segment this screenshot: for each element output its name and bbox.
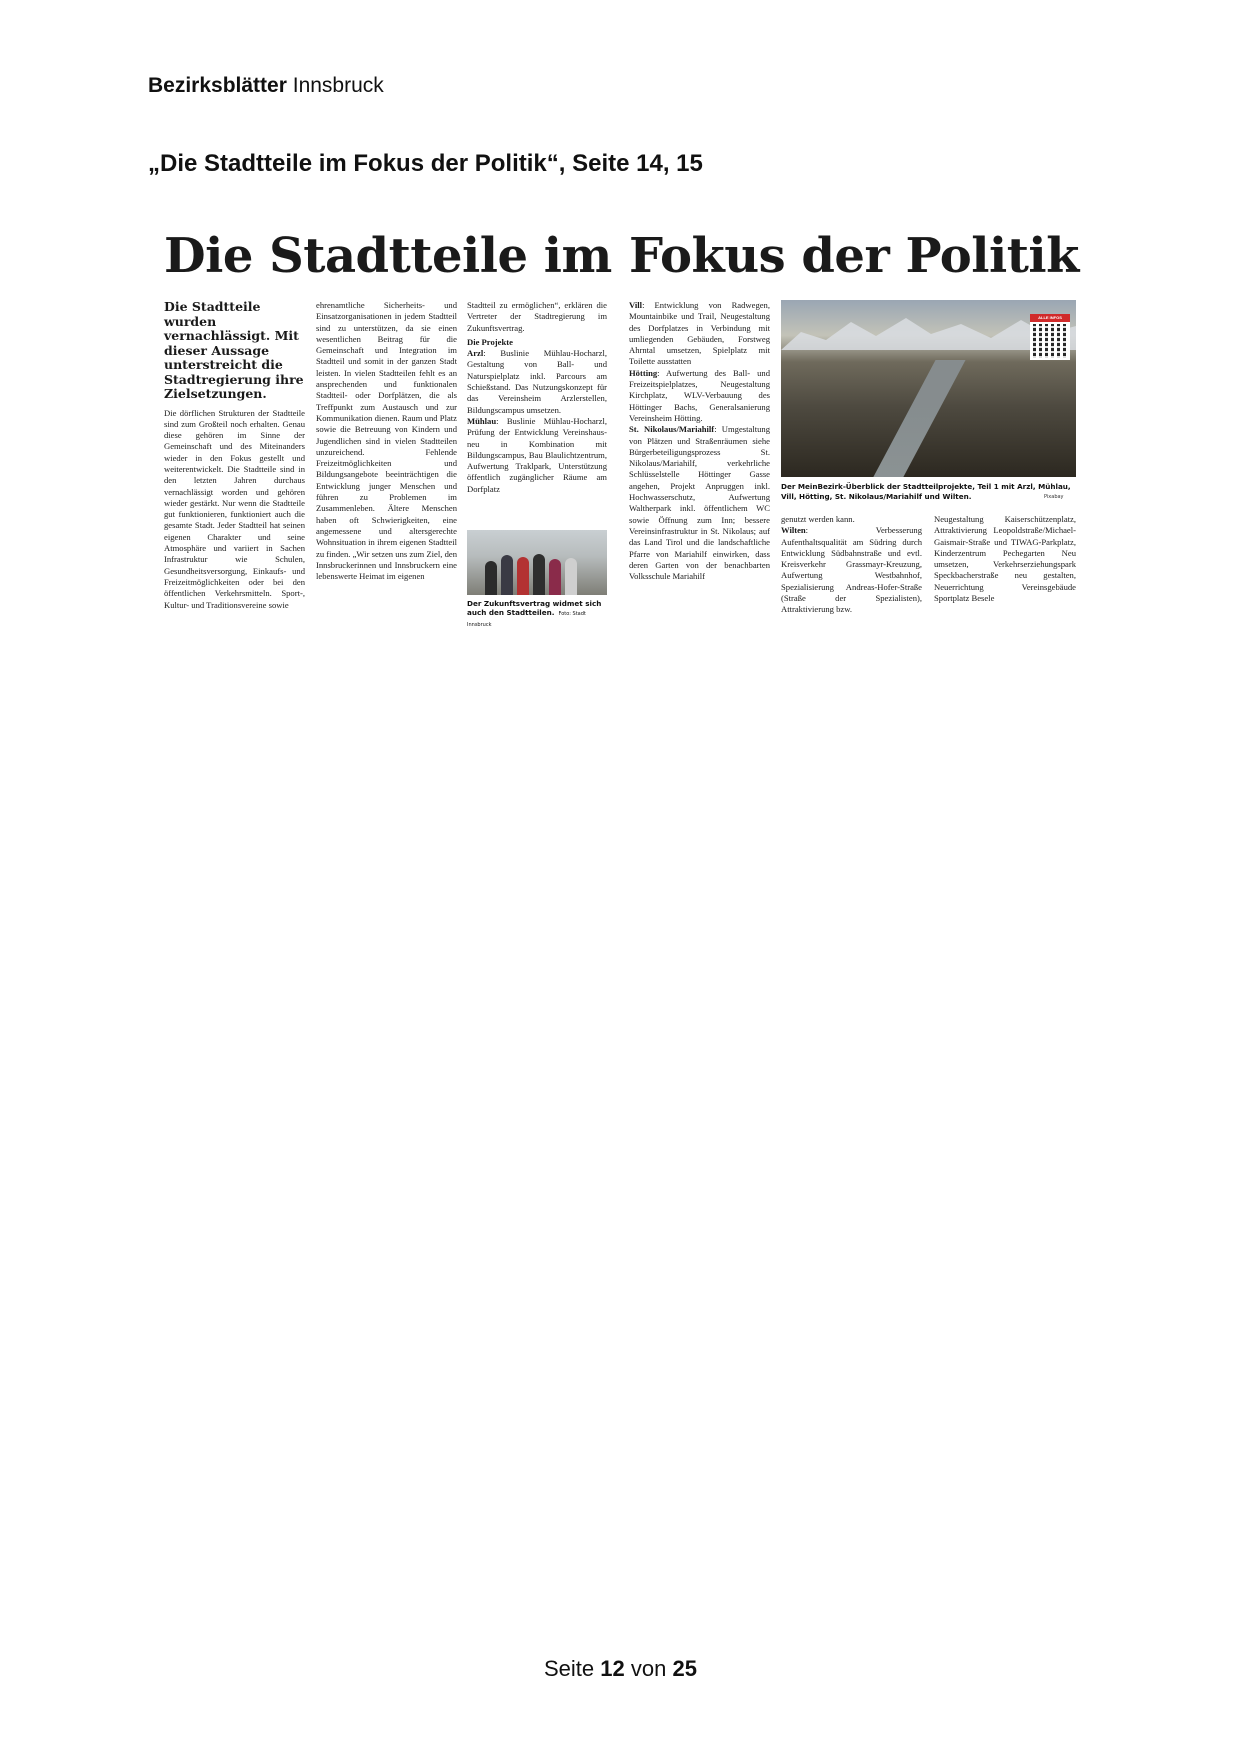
projects-subhead: Die Projekte (467, 336, 513, 347)
column-5-cont: genutzt werden kann. (781, 514, 855, 524)
article-reference: „Die Stadtteile im Fokus der Politik“, Seite 14, 15 (148, 150, 703, 177)
column-1 (164, 300, 305, 611)
muehlau-label: Mühlau (467, 415, 497, 426)
small-photo-credit: Foto: Stadt Innsbruck (467, 611, 586, 628)
vill-text: : Entwicklung von Radwegen, Mountainbike und Trail, Neugestaltung des Dorfplatzes in Verbindung mit umliegenden Gebäuden, Forstweg Ahrntal umsetzen, Spielplatz mit Toilette ausstatten (629, 300, 770, 367)
column-6 (934, 514, 1076, 604)
footer-prefix: Seite (544, 1656, 595, 1681)
column-6-body: Neugestaltung Kaiserschützenplatz, Attraktivierung Leopoldstraße/Michael-Gaismair-Straße und TIWAG-Parkplatz, Kinderzentrum Pechegarten Neu umsetzen, Verkehrserziehungspark Speckbacherstraße neu gestalten, Neuerrichtung Vereinsgebäude Sportplatz Besele (934, 514, 1076, 604)
column-4 (629, 300, 770, 582)
big-photo-credit: Pixabay (1044, 494, 1064, 500)
nikolaus-text: : Umgestaltung von Plätzen und Straßenräumen siehe Bürgerbeteiligungsprozess St. Nikolaus/Mariahilf, verkehrliche Schlüsselstelle Höttinger Gasse angehen, Projekt Anpruggen inkl. Hochwasserschutz, Aufwertung Waltherpark inkl. öffentlichem WC sowie Öffnung zum Inn; bessere Vereinsinfrastruktur in St. Nikolaus; auf das Land Tirol und die landschaftliche Pfarre von Mariahilf einwirken, dass deren Garten von der benachbarten Volksschule Mariahilf (629, 424, 770, 582)
column-1-body: Die dörflichen Strukturen der Stadtteile sind zum Großteil noch erhalten. Genau diese gehören im Sinne der Gemeinschaft und des Miteinanders wieder in den Fokus gestellt und weiterentwickelt. Die Stadtteile sind in den letzten Jahren durchaus vernachlässigt worden und gehören wieder gestärkt. Nur wenn die Stadtteile gut funktionieren, funktioniert auch die gesamte Stadt. Jeder Stadtteil hat seinen eigenen Charakter und seine Atmosphäre und variiert in Sachen Infrastruktur wie Schulen, Gesundheitsversorgung, Einkaufs- und Freizeitmöglichkeiten oder bei den öffentlichen Verkehrsmitteln. Sport-, Kultur- und Traditionsvereine sowie (164, 407, 305, 610)
wilten-label: Wilten (781, 525, 806, 536)
headline-right: Fokus der Politik (629, 228, 1079, 284)
project-wilten (781, 525, 922, 615)
arzl-label: Arzl (467, 348, 484, 359)
hoetting-label: Hötting (629, 367, 658, 378)
river-graphic (866, 360, 965, 477)
publication-header (148, 74, 384, 98)
column-2-body: ehrenamtliche Sicherheits- und Einsatzorganisationen in jedem Stadtteil sind zu unterstützen, da sie einen wesentlichen Beitrag für die Gemeinschaft und Integration im Stadtteil und somit in der ganzen Stadt leisten. In vielen Stadtteilen fehlt es an ansprechenden und funktionalen Stadtteil- oder Dorfplätzen, die als Treffpunkt zum Austausch und zur Kommunikation dienen. Raum und Platz sowie die Betreuung von Kindern und Jugendlichen sind in vielen Stadtteilen unzureichend. Fehlende Freizeitmöglichkeiten und Bildungsangebote beeinträchtigen die Entwicklung junger Menschen und führen zu Problemen im Zusammenleben. Ältere Menschen haben oft Schwierigkeiten, eine angemessene und altersgerechte Wohnsituation in ihrem eigenen Stadtteil zu finden. „Wir setzen uns zum Ziel, den Innsbruckerinnen und Innsbruckern eine lebenswerte Heimat im eigenen (316, 300, 457, 582)
footer-middle: von (630, 1656, 667, 1681)
project-hoetting (629, 368, 770, 424)
project-nikolaus (629, 424, 770, 582)
publication-region: Innsbruck (292, 74, 384, 97)
project-muehlau (467, 416, 607, 495)
publication-name: Bezirksblätter (148, 74, 287, 97)
qr-code[interactable] (1030, 314, 1070, 360)
muehlau-text: : Buslinie Mühlau-Hocharzl, Prüfung der Entwicklung Vereinshaus-neu in Kombination mit Bildungscampus, Bau Blaulichtzentrum, Aufwertung Traklpark, Unterstützung öffentlich zugänglicher Räume am Dorfplatz (467, 415, 607, 494)
stadtregierung-photo (467, 530, 607, 595)
qr-label: ALLE INFOS (1030, 314, 1070, 322)
project-arzl (467, 348, 607, 416)
hoetting-text: : Aufwertung des Ball- und Freizeitspielplatzes, Neugestaltung Kirchplatz, WLV-Verbauung des Höttinger Bachs, Generalsanierung Vereinsheim Hötting. (629, 367, 770, 423)
headline-left: Die Stadtteile im (164, 228, 612, 284)
small-photo-caption-text: Der Zukunftsvertrag widmet sich auch den Stadtteilen. (467, 599, 602, 617)
arzl-text: : Buslinie Mühlau-Hocharzl, Gestaltung von Ball- und Naturspielplatz inkl. Parcours am Schießstand. Das Nutzungskonzept für das Vereinsheim Arzlerstellen, Bildungscampus umsetzen. (467, 348, 607, 415)
page-footer (0, 1656, 1241, 1682)
big-photo-caption: Der MeinBezirk-Überblick der Stadtteilprojekte, Teil 1 mit Arzl, Mühlau, Vill, Hötting, St. Nikolaus/Mariahilf und Wilten. (781, 482, 1071, 501)
column-5 (781, 514, 922, 616)
column-3 (467, 300, 607, 495)
footer-page-number: 12 (600, 1656, 625, 1681)
nikolaus-label: St. Nikolaus/Mariahilf (629, 424, 715, 435)
wilten-text: : Verbesserung Aufenthaltsqualität am Südring durch Entwicklung Südbahnstraße und evtl. Kreisverkehr Grassmayr-Kreuzung, Aufwertung Westbahnhof, Spezialisierung Andreas-Hofer-Straße (Straße der Spezialisten), Attraktivierung bzw. (781, 525, 922, 615)
project-vill (629, 300, 770, 368)
column-2 (316, 300, 457, 582)
column-3-intro: Stadtteil zu ermöglichen“, erklären die Vertreter der Stadtregierung im Zukunftsvertrag. (467, 300, 607, 333)
footer-page-total: 25 (672, 1656, 697, 1681)
innsbruck-panorama-photo (781, 300, 1076, 477)
vill-label: Vill (629, 300, 643, 310)
newspaper-clipping (164, 228, 1079, 632)
small-photo-caption (467, 599, 607, 630)
lead-text: Die Stadtteile wurden vernachlässigt. Mit dieser Aussage unterstreicht die Stadtregierung ihre Zielsetzungen. (164, 299, 304, 401)
qr-code-icon (1033, 324, 1067, 358)
